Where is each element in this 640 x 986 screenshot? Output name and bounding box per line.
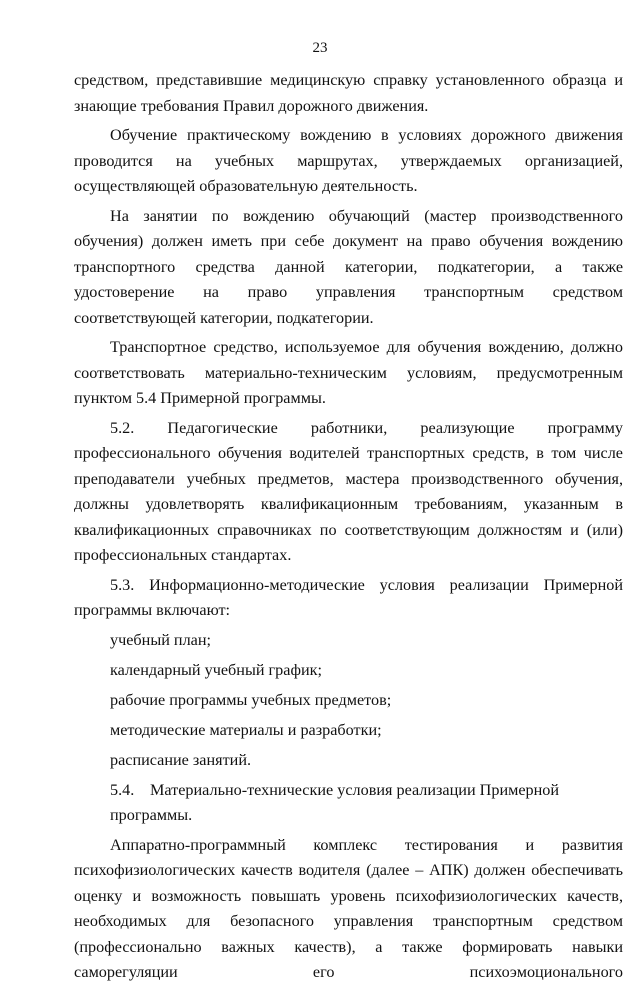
section-number: 5.4.	[110, 780, 135, 799]
paragraph-5-2: 5.2. Педагогические работники, реализующие программу профессионального обучения водителей транспортных средств, в том числе преподаватели учебных предметов, мастера производственного обучения, должны удовлетворять квалификационным требованиям, указанным в квалификационных справочниках по соответствующим должностям и (или) профессиональных стандартах.	[74, 418, 623, 564]
list-item: расписание занятий.	[110, 750, 252, 769]
info-conditions-list	[74, 628, 623, 774]
section-title: Материально-технические условия реализации Примерной программы.	[110, 780, 560, 824]
document-body	[74, 68, 623, 986]
list-item: рабочие программы учебных предметов;	[110, 690, 392, 709]
paragraph-instructor-documents: На занятии по вождению обучающий (мастер производственного обучения) должен иметь при себе документ на право обучения вождению транспортного средства данной категории, подкатегории, а также удостоверение на право управления транспортным средством соответствующей категории, подкатегории.	[74, 206, 623, 327]
paragraph-vehicle-requirements: Транспортное средство, используемое для обучения вождению, должно соответствовать материально-техническим условиям, предусмотренным пунктом 5.4 Примерной программы.	[74, 338, 623, 407]
list-item: методические материалы и разработки;	[110, 720, 382, 739]
paragraph-continuation: средством, представившие медицинскую справку установленного образца и знающие требования Правил дорожного движения.	[74, 71, 623, 115]
paragraph-practical-driving: Обучение практическому вождению в условиях дорожного движения проводится на учебных маршрутах, утверждаемых организацией, осуществляющей образовательную деятельность.	[74, 126, 623, 195]
page-number: 23	[312, 40, 328, 56]
list-item: учебный план;	[110, 630, 211, 649]
list-item: календарный учебный график;	[110, 660, 322, 679]
paragraph-5-3: 5.3. Информационно-методические условия реализации Примерной программы включают:	[74, 575, 623, 619]
paragraph-apk: Аппаратно-программный комплекс тестирования и развития психофизиологических качеств водителя (далее – АПК) должен обеспечивать оценку и возможность повышать уровень психофизиологических качеств, необходимых для безопасного управления транспортным средством (профессионально важных качеств), а также формировать навыки саморегуляции его психоэмоционального	[74, 835, 623, 981]
section-5-4-heading	[74, 778, 623, 829]
